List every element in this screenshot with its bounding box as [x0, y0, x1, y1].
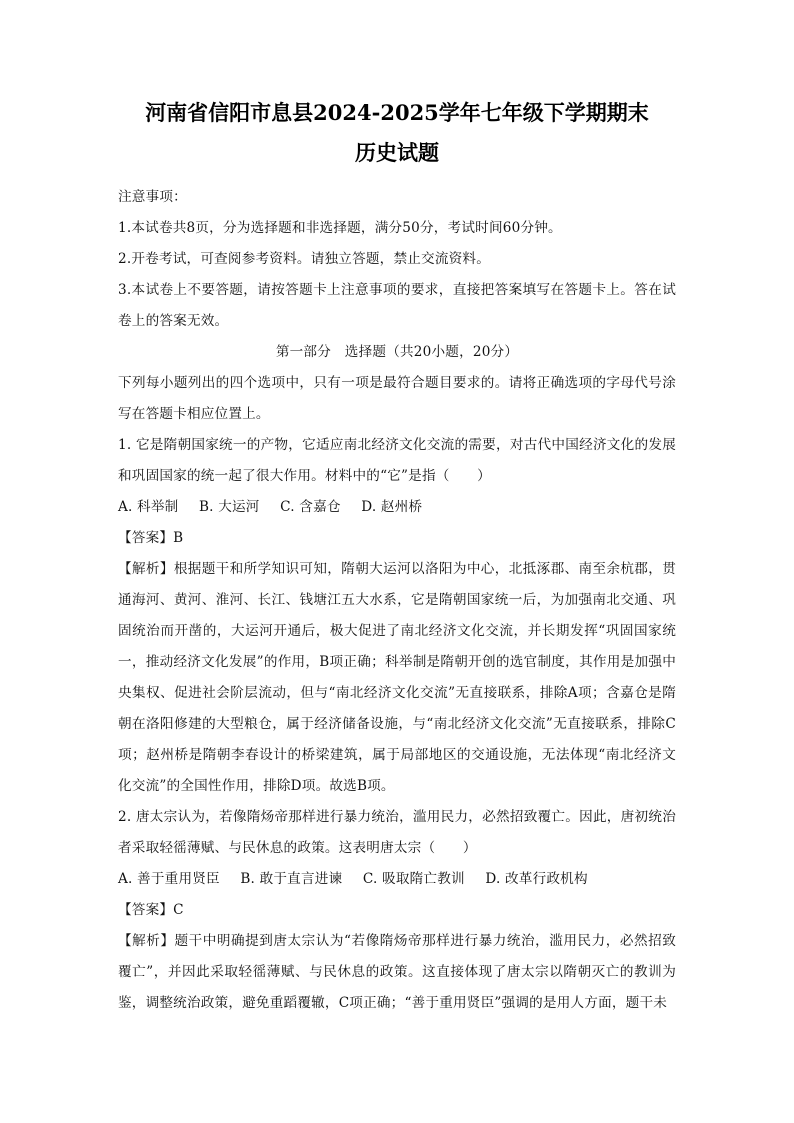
question-2-analysis: 【解析】题干中明确提到唐太宗认为“若像隋炀帝那样进行暴力统治，滥用民力，必然招致覆亡”，并因此采取轻徭薄赋、与民休息的政策。这直接体现了唐太宗以隋朝灭亡的教训为鉴，调整统治政策，避免重蹈覆辙，C项正确；“善于重用贤臣”强调的是用人方面，题干未: [118, 933, 676, 1011]
notice-item-3: 3.本试卷上不要答题，请按答题卡上注意事项的要求，直接把答案填写在答题卡上。答在试卷上的答案无效。: [118, 282, 676, 329]
question-2-option-d: D. 改革行政机构: [485, 871, 588, 887]
notice-item-2: 2.开卷考试，可查阅参考资料。请独立答题，禁止交流资料。: [118, 251, 491, 267]
question-2-option-c: C. 吸取隋亡教训: [362, 871, 465, 887]
question-2-options: [118, 864, 676, 895]
section-instruction: 下列每小题列出的四个选项中，只有一项是最符合题目要求的。请将正确选项的字母代号涂写在答题卡相应位置上。: [118, 375, 676, 422]
question-1-analysis: 【解析】根据题干和所学知识可知，隋朝大运河以洛阳为中心，北抵涿郡、南至余杭郡，贯通海河、黄河、淮河、长江、钱塘江五大水系，它是隋朝国家统一后，为加强南北交通、巩固统治而开凿的，大运河开通后，极大促进了南北经济文化交流，并长期发挥“巩固国家统一，推动经济文化发展”的作用，B项正确；科举制是隋朝开创的选官制度，其作用是加强中央集权、促进社会阶层流动，但与“南北经济文化交流”无直接联系，排除A项；含嘉仓是隋朝在洛阳修建的大型粮仓，属于经济储备设施，与“南北经济文化交流”无直接联系，排除C项；赵州桥是隋朝李春设计的桥梁建筑，属于局部地区的交通设施，无法体现“南北经济文化交流”的全国性作用，排除D项。故选B项。: [118, 561, 676, 794]
question-2-option-b: B. 敢于直言进谏: [240, 871, 343, 887]
exam-title: 河南省信阳市息县2024-2025学年七年级下学期期末: [145, 100, 649, 125]
question-1-options: [118, 492, 676, 523]
question-2-option-a: A. 善于重用贤臣: [118, 871, 220, 887]
section-title: 第一部分 选择题（共20小题，20分）: [275, 344, 519, 360]
notice-item-1: 1.本试卷共8页，分为选择题和非选择题，满分50分，考试时间60分钟。: [118, 220, 562, 236]
question-2-stem: 2. 唐太宗认为，若像隋炀帝那样进行暴力统治，滥用民力，必然招致覆亡。因此，唐初统治者采取轻徭薄赋、与民休息的政策。这表明唐太宗（ ）: [118, 809, 676, 856]
question-1-option-a: A. 科举制: [118, 499, 179, 515]
exam-subtitle: 历史试题: [355, 140, 439, 165]
question-1-option-d: D. 赵州桥: [361, 499, 423, 515]
question-1-option-b: B. 大运河: [198, 499, 260, 515]
question-2-answer: 【答案】C: [118, 902, 184, 918]
notice-heading: 注意事项：: [118, 189, 187, 205]
question-1-answer: 【答案】B: [118, 530, 184, 546]
question-1-option-c: C. 含嘉仓: [280, 499, 341, 515]
question-1-stem: 1. 它是隋朝国家统一的产物，它适应南北经济文化交流的需要，对古代中国经济文化的发展和巩固国家的统一起了很大作用。材料中的“它”是指（ ）: [118, 437, 676, 484]
